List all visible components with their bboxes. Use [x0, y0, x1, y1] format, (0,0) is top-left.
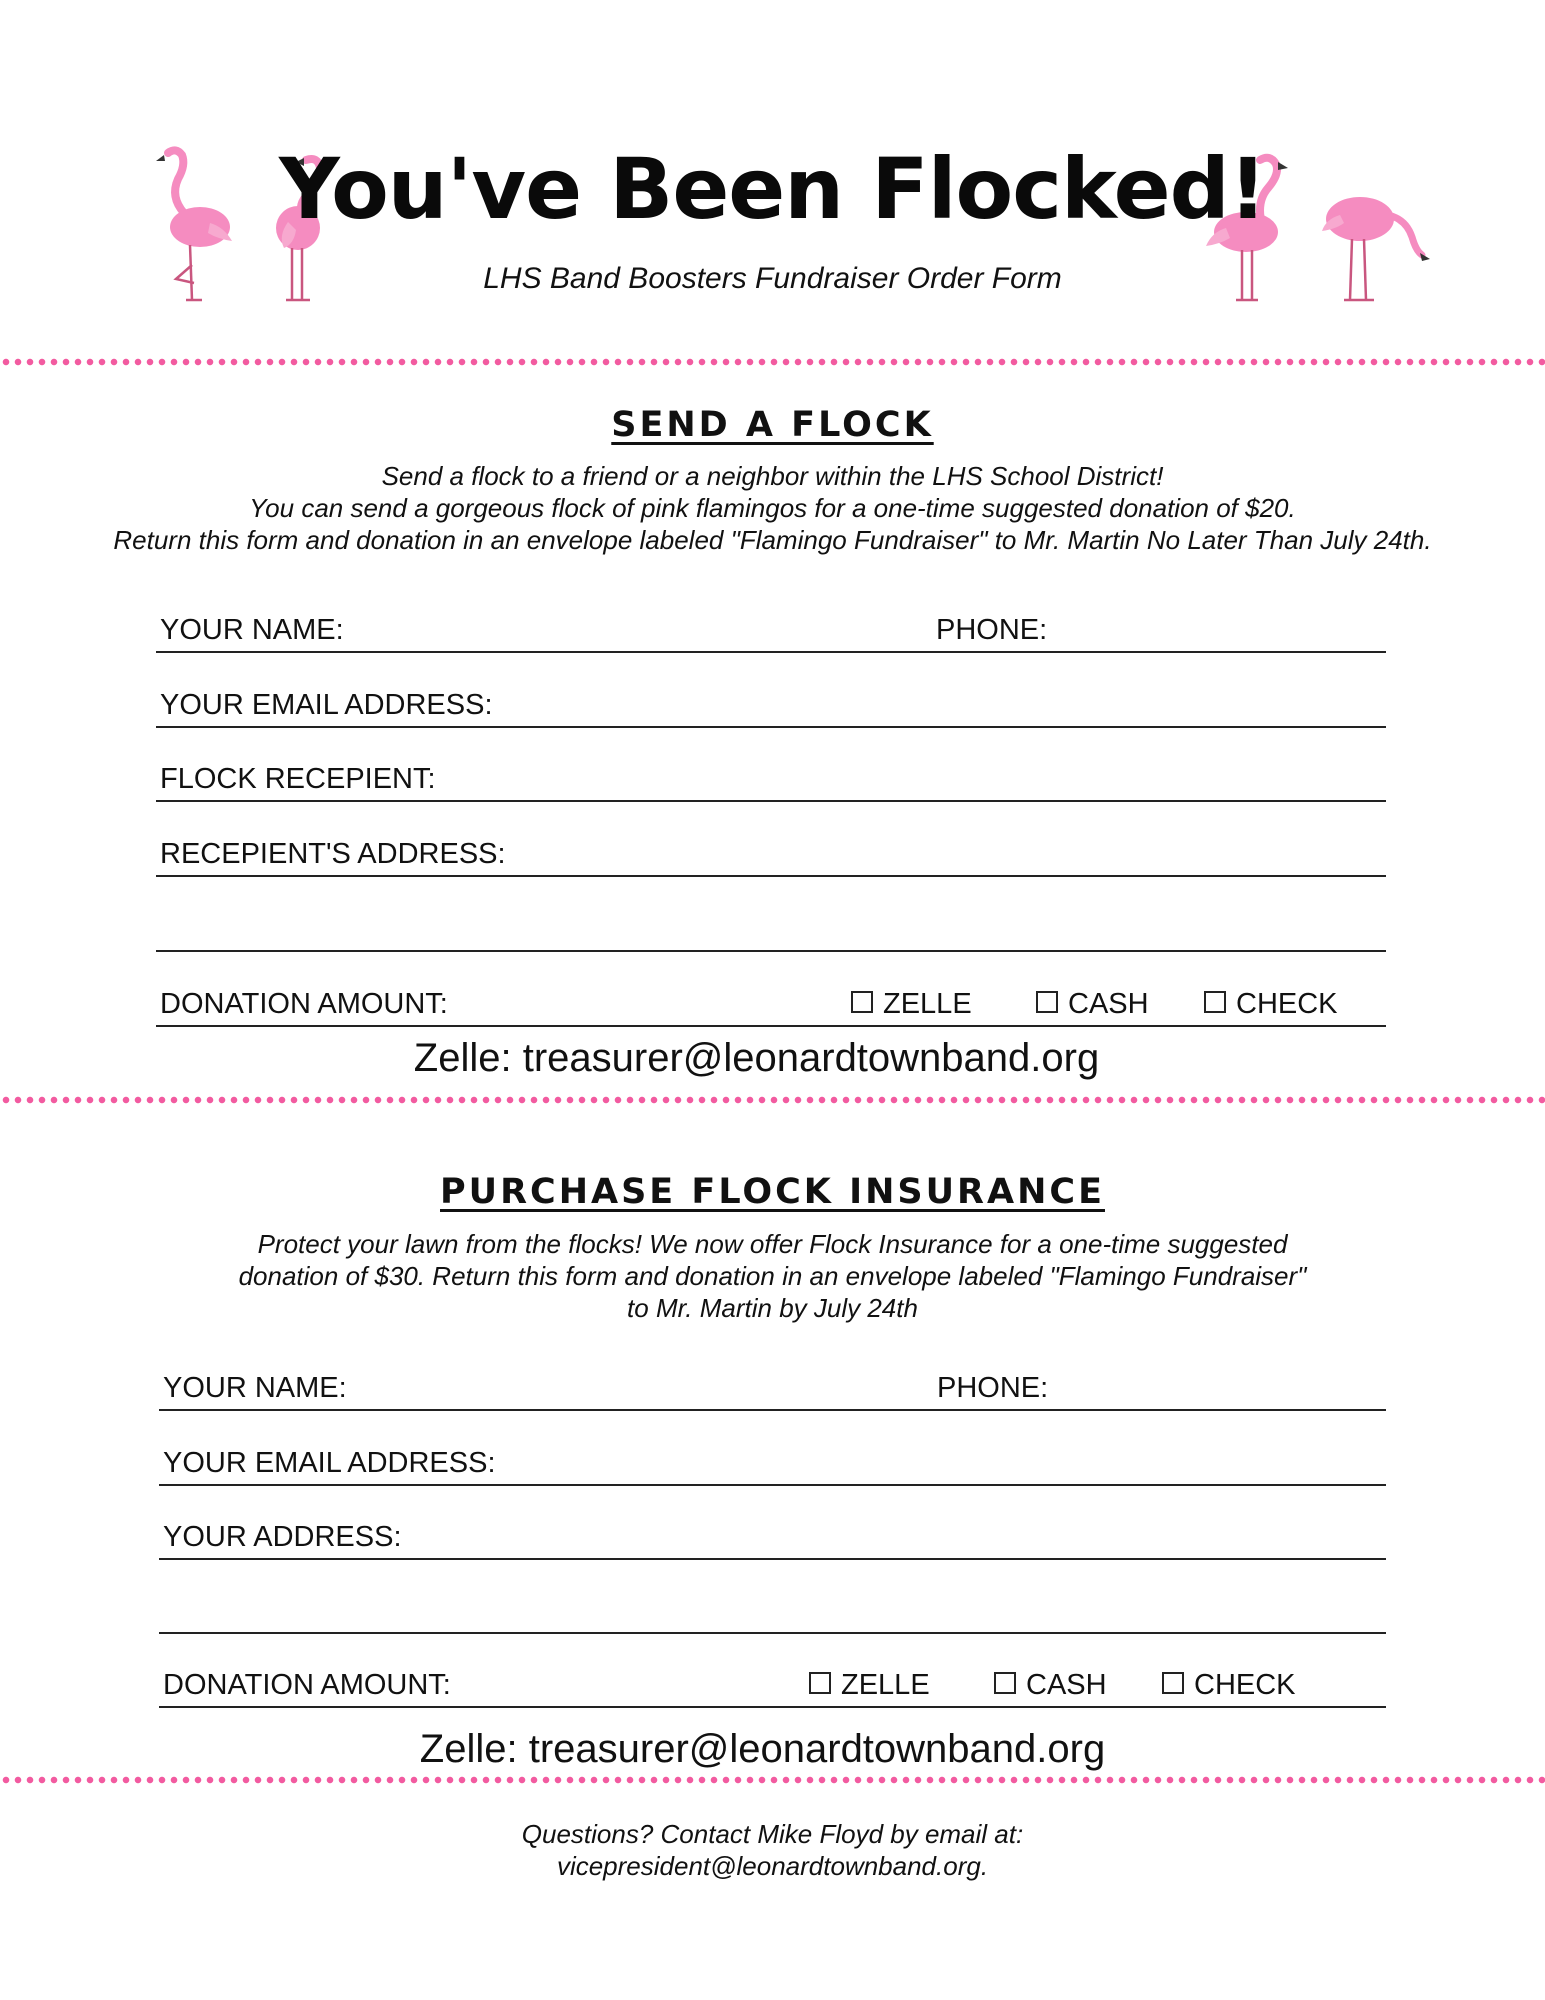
name-field[interactable] — [156, 611, 1386, 653]
zelle-info: Zelle: treasurer@leonardtownband.org — [419, 1727, 1106, 1771]
contact-email-link[interactable]: vicepresident@leonardtownband.org. — [556, 1851, 989, 1881]
checkbox-icon — [1162, 1672, 1184, 1694]
page-title: You've Been Flocked! — [278, 140, 1266, 238]
divider — [0, 1776, 1545, 1784]
checkbox-icon — [994, 1672, 1016, 1694]
zelle-info: Zelle: treasurer@leonardtownband.org — [413, 1036, 1100, 1080]
check-checkbox[interactable]: CHECK — [1204, 988, 1338, 1021]
address-field[interactable] — [159, 1518, 1386, 1560]
email-label: YOUR EMAIL ADDRESS: — [160, 689, 493, 721]
recipient-label: FLOCK RECEPIENT: — [160, 763, 436, 795]
recipient-address-field[interactable] — [156, 835, 1386, 877]
donation-label: DONATION AMOUNT: — [160, 988, 448, 1020]
phone-label: PHONE: — [936, 614, 1048, 646]
email-label: YOUR EMAIL ADDRESS: — [163, 1447, 496, 1479]
section-description — [0, 460, 1545, 556]
checkbox-icon — [809, 1672, 831, 1694]
cash-checkbox[interactable]: CASH — [1036, 988, 1149, 1021]
page-subtitle: LHS Band Boosters Fundraiser Order Form — [483, 262, 1062, 295]
cash-checkbox[interactable]: CASH — [994, 1669, 1107, 1702]
description-line: Send a flock to a friend or a neighbor within the LHS School District! — [381, 461, 1164, 491]
section-title: PURCHASE FLOCK INSURANCE — [440, 1172, 1105, 1212]
email-field[interactable] — [159, 1444, 1386, 1486]
description-line: Protect your lawn from the flocks! We now offer Flock Insurance for a one-time suggested — [257, 1229, 1288, 1259]
recipient-field[interactable] — [156, 760, 1386, 802]
description-line: donation of $30. Return this form and donation in an envelope labeled "Flamingo Fundraiser" — [238, 1261, 1307, 1291]
phone-label: PHONE: — [937, 1372, 1049, 1404]
donation-field[interactable] — [156, 985, 1386, 1027]
section-description — [0, 1228, 1545, 1324]
address-label: YOUR ADDRESS: — [163, 1521, 402, 1553]
email-field[interactable] — [156, 686, 1386, 728]
checkbox-icon — [1036, 991, 1058, 1013]
checkbox-icon — [851, 991, 873, 1013]
donation-label: DONATION AMOUNT: — [163, 1669, 451, 1701]
description-line: Return this form and donation in an envelope labeled "Flamingo Fundraiser" to Mr. Martin No Later Than July 24th. — [113, 525, 1432, 555]
name-label: YOUR NAME: — [160, 614, 344, 646]
footer-contact — [0, 1818, 1545, 1882]
section-title: SEND A FLOCK — [611, 405, 934, 445]
address-line-2[interactable] — [159, 1592, 1386, 1634]
divider — [0, 1096, 1545, 1104]
recipient-address-label: RECEPIENT'S ADDRESS: — [160, 838, 506, 870]
zelle-checkbox[interactable]: ZELLE — [851, 988, 972, 1021]
footer-line: Questions? Contact Mike Floyd by email at: — [521, 1819, 1024, 1849]
description-line: You can send a gorgeous flock of pink flamingos for a one-time suggested donation of $20. — [249, 493, 1296, 523]
check-checkbox[interactable]: CHECK — [1162, 1669, 1296, 1702]
donation-field[interactable] — [159, 1666, 1386, 1708]
zelle-checkbox[interactable]: ZELLE — [809, 1669, 930, 1702]
name-field[interactable] — [159, 1369, 1386, 1411]
checkbox-icon — [1204, 991, 1226, 1013]
description-line: to Mr. Martin by July 24th — [627, 1293, 918, 1323]
name-label: YOUR NAME: — [163, 1372, 347, 1404]
divider — [0, 358, 1545, 366]
recipient-address-line-2[interactable] — [156, 910, 1386, 952]
